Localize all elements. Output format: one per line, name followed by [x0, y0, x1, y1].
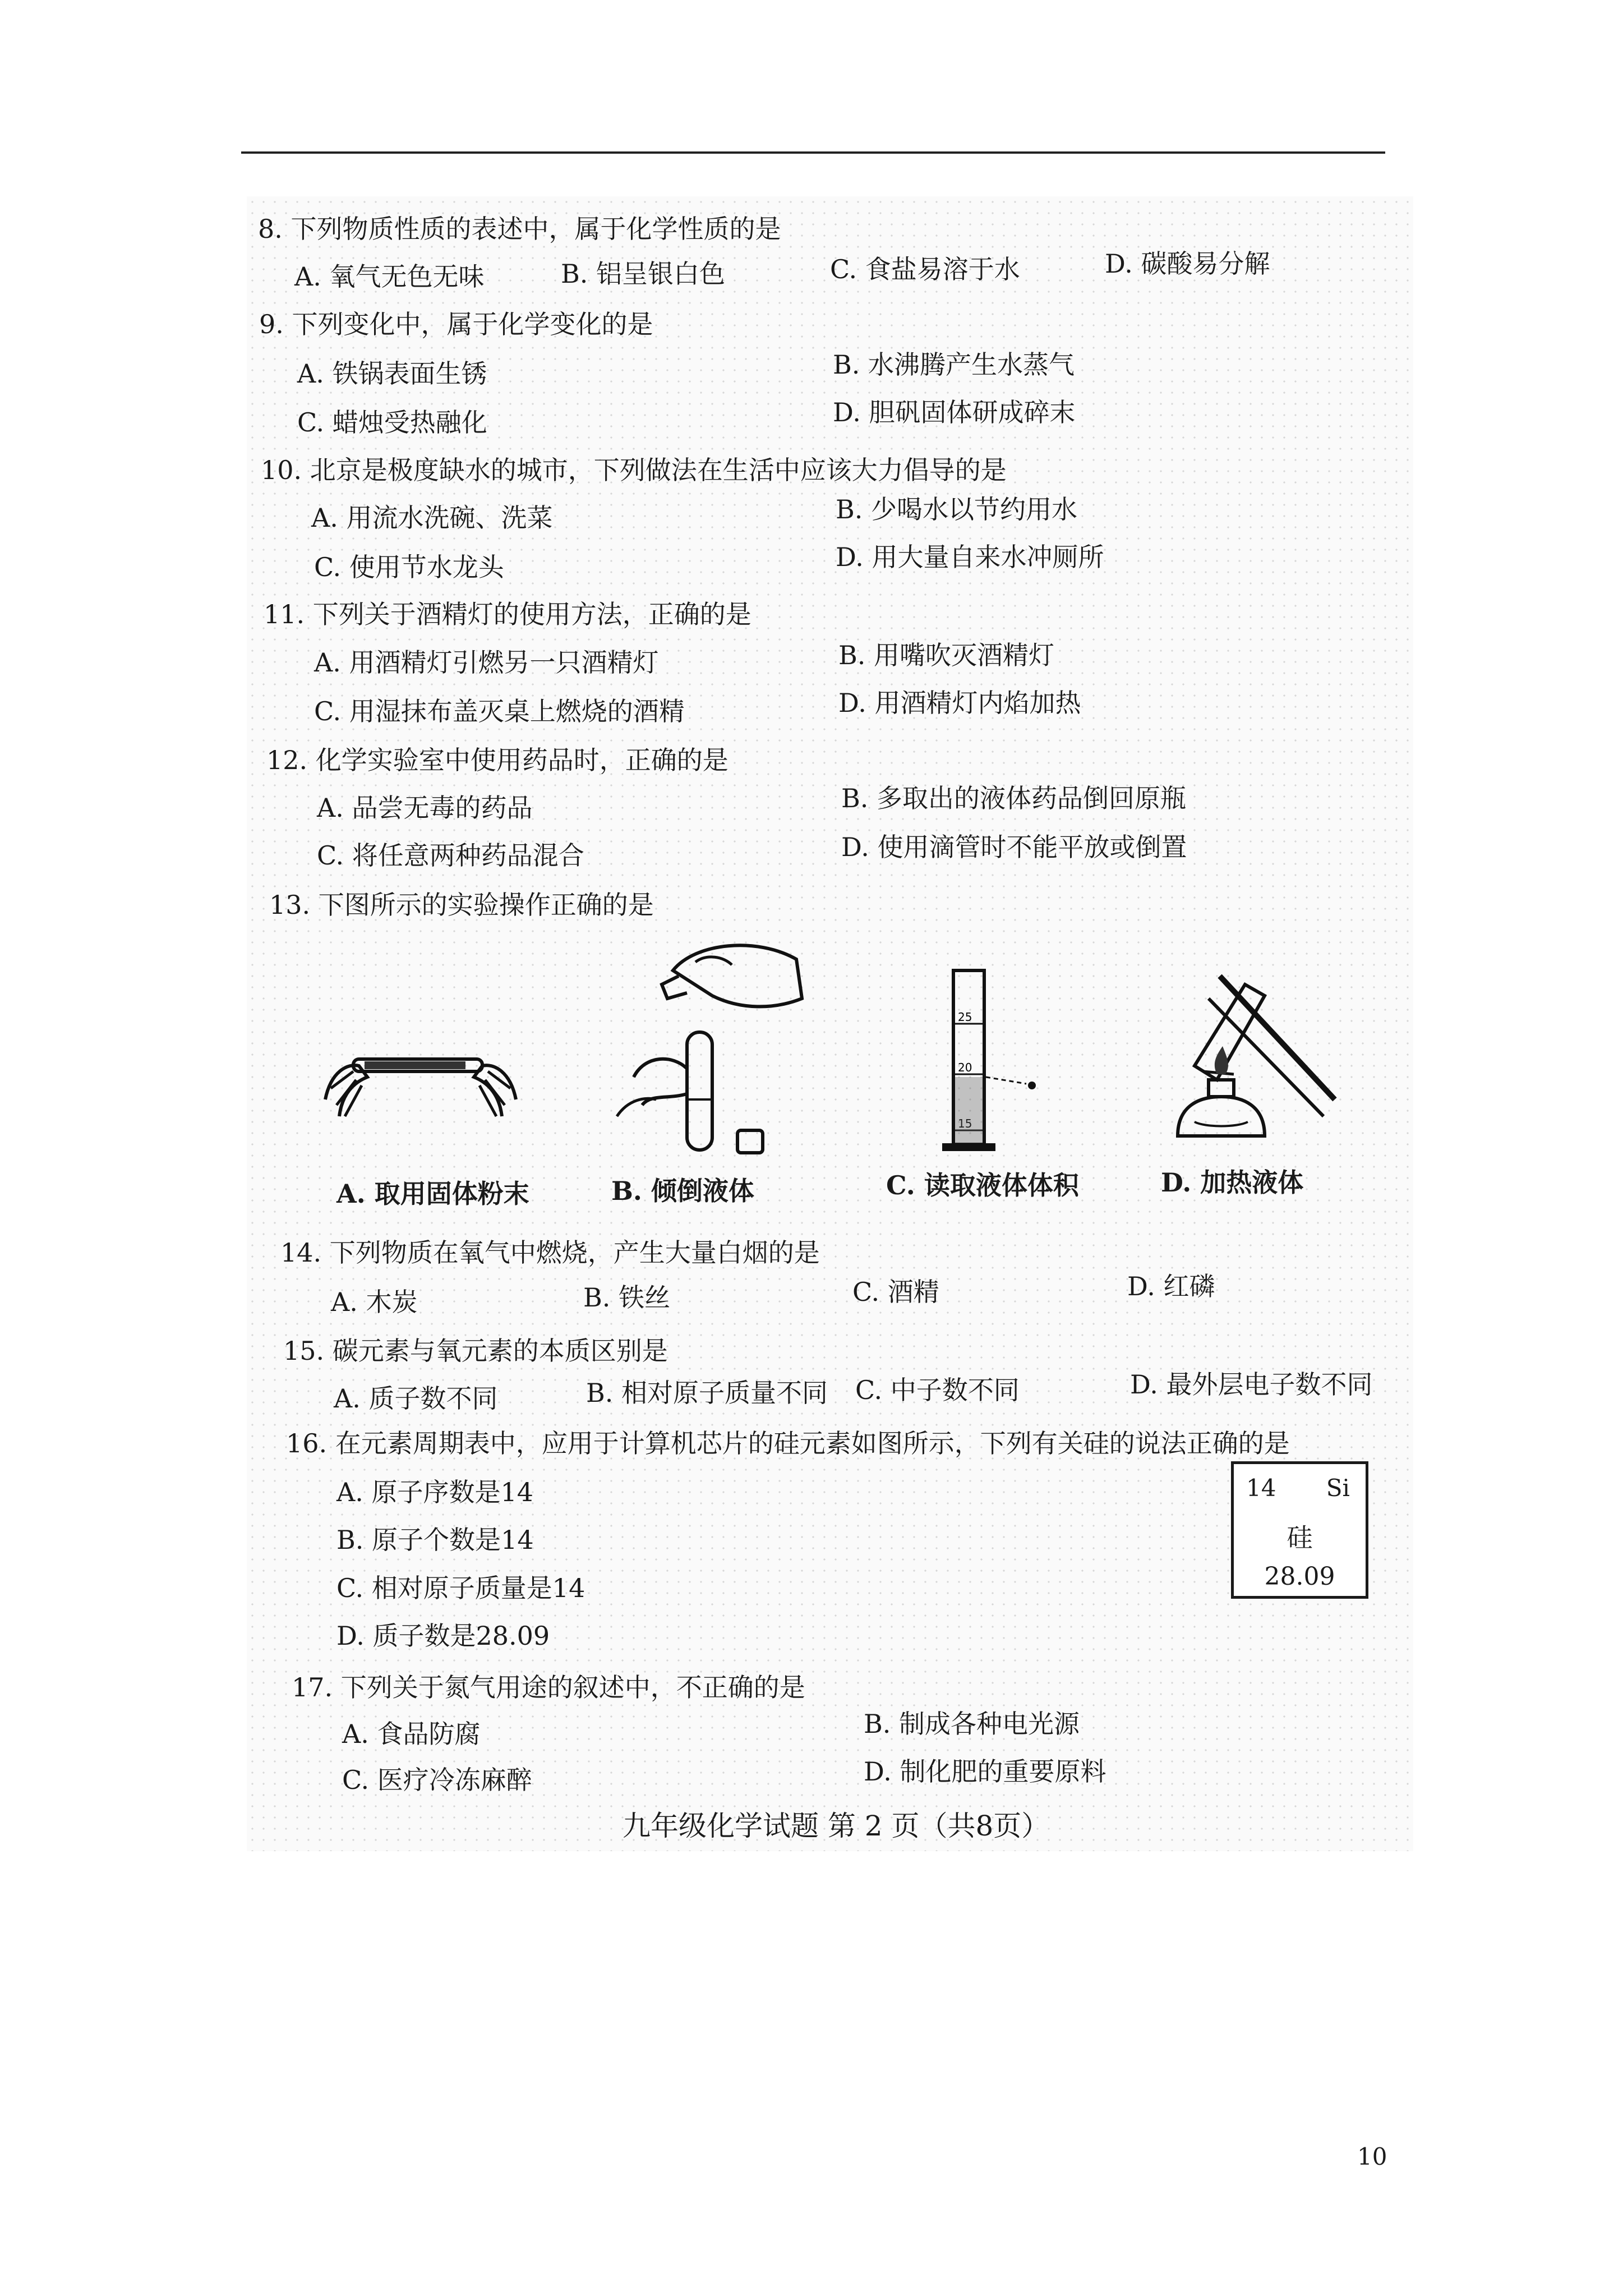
q13-stem: 13. 下图所示的实验操作正确的是 [269, 890, 654, 920]
element-name: 硅 [1287, 1522, 1313, 1553]
q17-option-a: A. 食品防腐 [342, 1719, 481, 1749]
q9-option-d: D. 胆矾固体研成碎末 [833, 397, 1076, 427]
q15-option-a: A. 质子数不同 [334, 1383, 498, 1414]
q14-option-b: B. 铁丝 [583, 1282, 671, 1313]
figure-b-pour-liquid [611, 931, 813, 1161]
page-number: 10 [1357, 2143, 1387, 2170]
q16-option-d: D. 质子数是28.09 [336, 1621, 550, 1651]
q14-stem: 14. 下列物质在氧气中燃烧，产生大量白烟的是 [280, 1237, 820, 1268]
q9-stem: 9. 下列变化中，属于化学变化的是 [259, 309, 653, 339]
q8-option-c: C. 食盐易溶于水 [830, 254, 1020, 284]
q17-option-b: B. 制成各种电光源 [864, 1709, 1080, 1739]
silicon-element-card [1231, 1461, 1368, 1599]
q9-option-a: A. 铁锅表面生锈 [297, 358, 487, 389]
figure-a-solid-powder [314, 1032, 527, 1156]
atomic-number: 14 [1246, 1474, 1276, 1502]
q16-stem: 16. 在元素周期表中，应用于计算机芯片的硅元素如图所示，下列有关硅的说法正确的是 [286, 1428, 1290, 1458]
figure-c-read-volume [925, 965, 1049, 1156]
q10-stem: 10. 北京是极度缺水的城市，下列做法在生活中应该大力倡导的是 [261, 455, 1007, 485]
q17-stem: 17. 下列关于氮气用途的叙述中，不正确的是 [292, 1672, 805, 1703]
q11-option-d: D. 用酒精灯内焰加热 [838, 688, 1081, 718]
q15-option-b: B. 相对原子质量不同 [586, 1378, 828, 1408]
q8-option-a: A. 氧气无色无味 [294, 261, 485, 292]
q11-stem: 11. 下列关于酒精灯的使用方法，正确的是 [264, 599, 751, 629]
q15-option-d: D. 最外层电子数不同 [1130, 1369, 1373, 1400]
q10-option-a: A. 用流水洗碗、洗菜 [311, 503, 553, 533]
q13-option-b: B. 倾倒液体 [611, 1176, 754, 1206]
cylinder-mark-top: 25 [958, 1010, 972, 1024]
q10-option-c: C. 使用节水龙头 [314, 552, 504, 582]
q12-stem: 12. 化学实验室中使用药品时，正确的是 [266, 745, 728, 775]
q8-option-d: D. 碳酸易分解 [1105, 249, 1270, 279]
q11-option-c: C. 用湿抹布盖灭桌上燃烧的酒精 [314, 696, 685, 726]
figure-d-heat-liquid [1155, 954, 1368, 1156]
q13-option-a: A. 取用固体粉末 [336, 1179, 529, 1209]
q13-option-d: D. 加热液体 [1161, 1167, 1304, 1198]
q8-option-b: B. 铝呈银白色 [561, 259, 726, 289]
q8-stem: 8. 下列物质性质的表述中，属于化学性质的是 [258, 214, 781, 244]
q11-option-a: A. 用酒精灯引燃另一只酒精灯 [314, 647, 659, 678]
q17-option-d: D. 制化肥的重要原料 [864, 1756, 1106, 1787]
q9-option-c: C. 蜡烛受热融化 [297, 407, 487, 438]
q10-option-d: D. 用大量自来水冲厕所 [836, 542, 1104, 572]
q15-stem: 15. 碳元素与氧元素的本质区别是 [283, 1336, 668, 1366]
q10-option-b: B. 少喝水以节约用水 [836, 494, 1078, 524]
q9-option-b: B. 水沸腾产生水蒸气 [833, 349, 1075, 380]
q17-option-c: C. 医疗冷冻麻醉 [342, 1765, 532, 1795]
atomic-mass: 28.09 [1264, 1562, 1335, 1591]
q14-option-a: A. 木炭 [331, 1287, 418, 1317]
top-rule [241, 151, 1385, 154]
cylinder-mark-middle: 20 [958, 1061, 972, 1074]
page-footer: 九年级化学试题 第 2 页（共8页） [623, 1810, 1050, 1842]
q16-option-b: B. 原子个数是14 [336, 1525, 534, 1555]
element-symbol: Si [1326, 1474, 1350, 1502]
q11-option-b: B. 用嘴吹灭酒精灯 [838, 640, 1055, 670]
q13-option-c: C. 读取液体体积 [886, 1170, 1079, 1200]
q16-option-c: C. 相对原子质量是14 [336, 1573, 585, 1603]
cylinder-mark-bottom: 15 [958, 1117, 972, 1130]
q14-option-d: D. 红磷 [1127, 1271, 1215, 1301]
q12-option-c: C. 将任意两种药品混合 [317, 840, 584, 871]
q16-option-a: A. 原子序数是14 [336, 1477, 533, 1507]
q12-option-d: D. 使用滴管时不能平放或倒置 [841, 832, 1187, 862]
q12-option-b: B. 多取出的液体药品倒回原瓶 [841, 783, 1187, 813]
q15-option-c: C. 中子数不同 [855, 1375, 1020, 1405]
q14-option-c: C. 酒精 [852, 1277, 939, 1307]
q12-option-a: A. 品尝无毒的药品 [317, 793, 533, 823]
